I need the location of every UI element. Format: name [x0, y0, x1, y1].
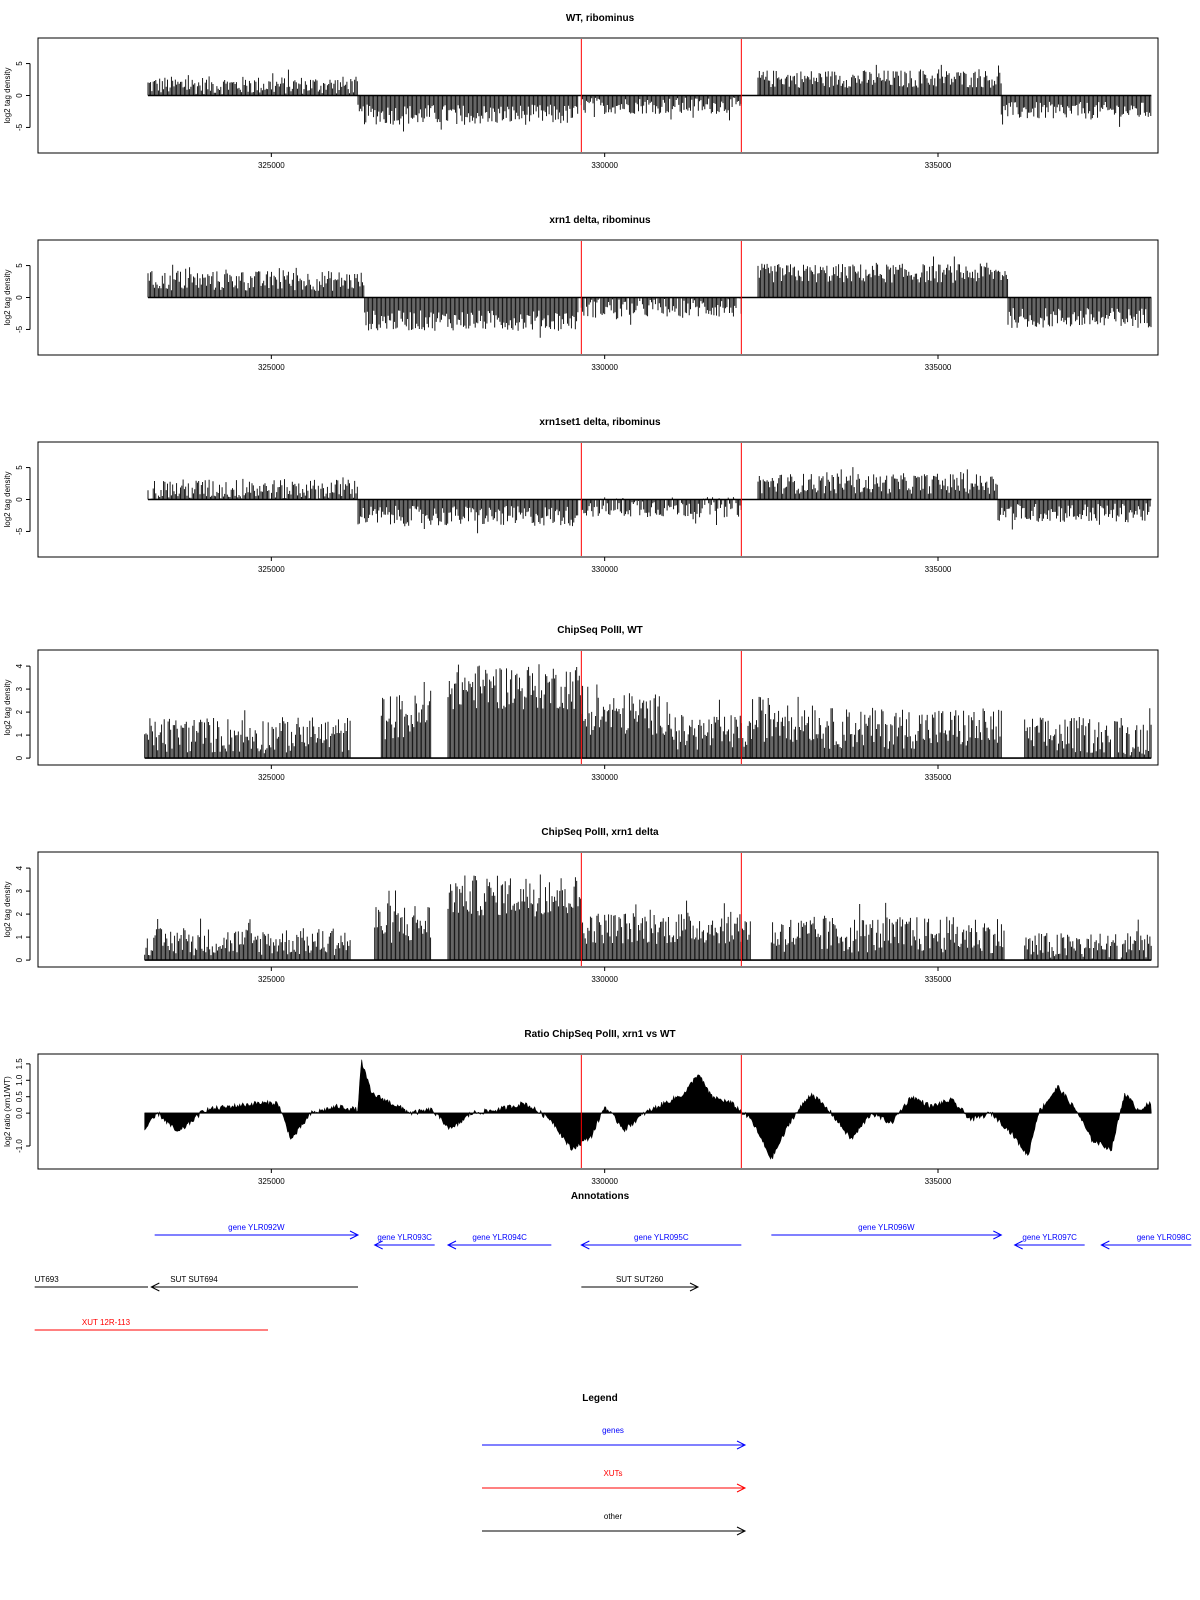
feature-label: gene YLR094C [472, 1233, 527, 1242]
x-tick-label: 325000 [257, 975, 285, 984]
y-tick-label: 5 [15, 465, 24, 470]
y-axis-label: log2 tag density [3, 679, 12, 736]
panel-title: xrn1 delta, ribominus [549, 215, 651, 226]
y-tick-label: 0 [15, 295, 24, 300]
feature-label: gene YLR098C [1136, 1233, 1192, 1242]
annotations-title: Annotations [570, 1191, 630, 1202]
x-tick-label: 335000 [924, 1177, 952, 1186]
y-tick-label: -5 [15, 527, 24, 536]
y-tick-label: 1 [15, 732, 24, 738]
y-tick-label: 1.0 [15, 1074, 24, 1086]
x-tick-label: 335000 [924, 565, 952, 574]
y-tick-label: 0.0 [15, 1107, 24, 1119]
feature-label: gene YLR097C [1022, 1233, 1077, 1242]
y-tick-label: 0 [15, 957, 24, 963]
y-tick-label: 0 [15, 497, 24, 502]
y-axis-label: log2 tag density [3, 881, 12, 938]
x-tick-label: 325000 [257, 363, 285, 372]
legend-label: other [603, 1512, 623, 1521]
y-tick-label: -5 [15, 123, 24, 132]
feature-label: gene YLR093C [377, 1233, 432, 1242]
feature-label: SUT SUT694 [170, 1275, 218, 1284]
y-tick-label: 3 [15, 686, 24, 692]
y-tick-label: 0 [15, 93, 24, 98]
y-tick-label: 0 [15, 755, 24, 761]
y-tick-label: 4 [15, 663, 24, 669]
feature-label: gene YLR092W [228, 1223, 285, 1232]
panel-title: ChipSeq PolII, WT [557, 625, 643, 636]
feature-label: gene YLR096W [858, 1223, 915, 1232]
panel-title: ChipSeq PolII, xrn1 delta [541, 827, 659, 838]
y-tick-label: -1.0 [15, 1139, 24, 1153]
y-tick-label: 5 [15, 263, 24, 268]
y-tick-label: 3 [15, 888, 24, 894]
y-axis-label: log2 tag density [3, 269, 12, 326]
x-tick-label: 325000 [257, 565, 285, 574]
feature-label: gene YLR095C [634, 1233, 689, 1242]
y-tick-label: 1 [15, 934, 24, 940]
panel-title: WT, ribominus [565, 13, 635, 24]
panel-title: xrn1set1 delta, ribominus [539, 417, 661, 428]
panel-title: Ratio ChipSeq PolII, xrn1 vs WT [524, 1029, 676, 1040]
x-tick-label: 325000 [257, 773, 285, 782]
x-tick-label: 330000 [591, 773, 619, 782]
y-tick-label: 2 [15, 709, 24, 715]
y-tick-label: 4 [15, 865, 24, 871]
x-tick-label: 330000 [591, 161, 619, 170]
x-tick-label: 325000 [257, 1177, 285, 1186]
y-tick-label: 2 [15, 911, 24, 917]
x-tick-label: 330000 [591, 1177, 619, 1186]
y-axis-label: log2 tag density [3, 471, 12, 528]
legend-label: genes [602, 1426, 624, 1435]
feature-label: XUT 12R-113 [81, 1318, 131, 1327]
x-tick-label: 330000 [591, 565, 619, 574]
y-tick-label: -5 [15, 325, 24, 334]
x-tick-label: 335000 [924, 363, 952, 372]
feature-label: SUT SUT260 [615, 1275, 664, 1284]
feature-label: UT693 [34, 1275, 59, 1284]
legend-label: XUTs [603, 1469, 623, 1478]
y-tick-label: 1.5 [15, 1058, 24, 1070]
y-tick-label: 5 [15, 61, 24, 66]
legend-title: Legend [582, 1393, 618, 1404]
x-tick-label: 325000 [257, 161, 285, 170]
x-tick-label: 335000 [924, 975, 952, 984]
x-tick-label: 335000 [924, 773, 952, 782]
y-axis-label: log2 tag density [3, 67, 12, 124]
y-tick-label: 0.5 [15, 1091, 24, 1103]
x-tick-label: 335000 [924, 161, 952, 170]
x-tick-label: 330000 [591, 975, 619, 984]
y-axis-label: log2 ratio (xrn1/WT) [3, 1076, 12, 1147]
x-tick-label: 330000 [591, 363, 619, 372]
